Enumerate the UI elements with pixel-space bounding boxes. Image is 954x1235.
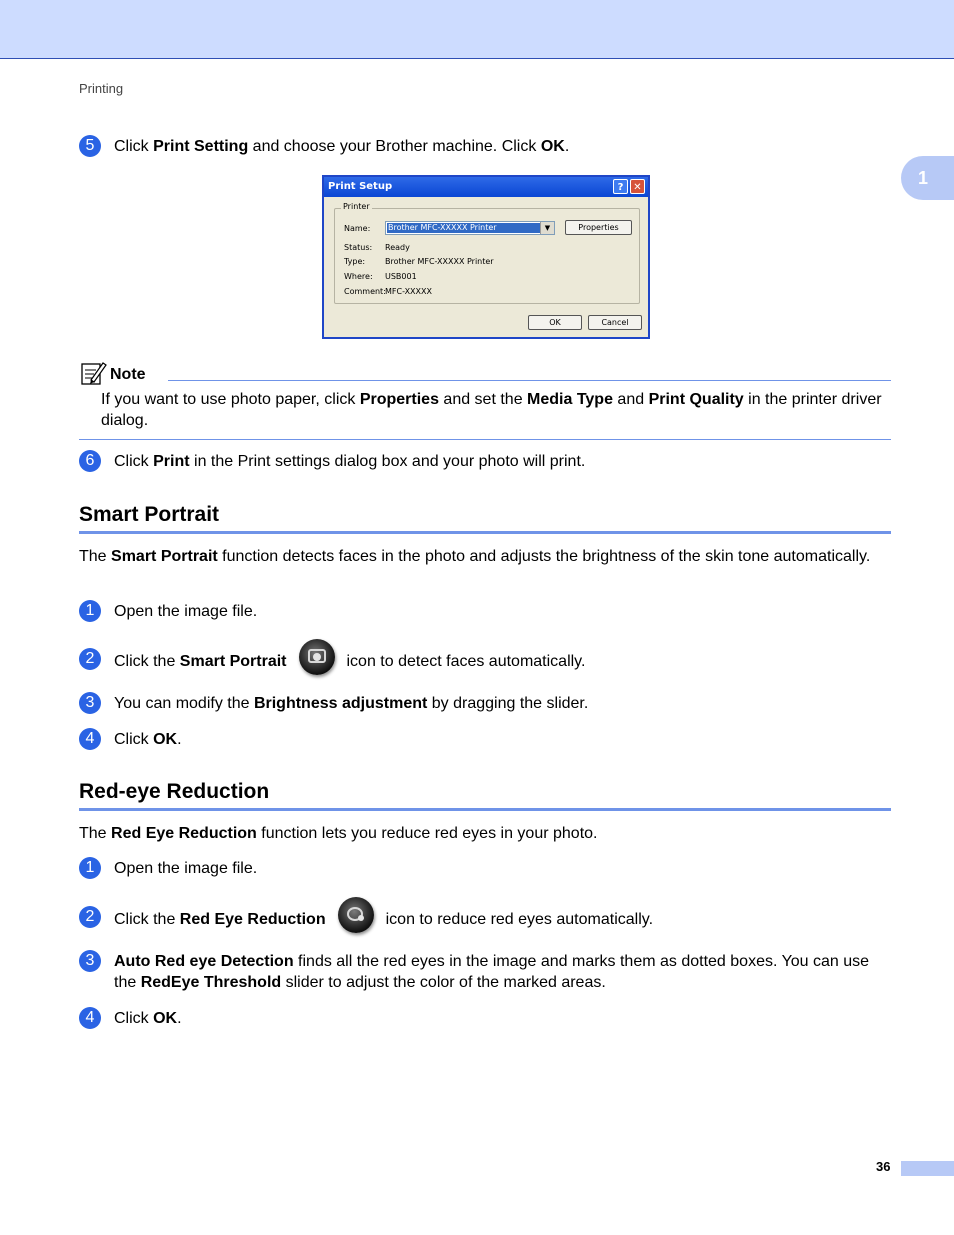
chapter-tab: [901, 156, 954, 200]
step-text: Click OK.: [114, 1010, 182, 1027]
smart-portrait-step-2: [79, 649, 891, 675]
step-text: Open the image file.: [114, 603, 258, 620]
step-number-badge: 6: [79, 450, 101, 472]
step-number-badge: 4: [79, 1007, 101, 1029]
smart-portrait-step-3: [79, 693, 891, 714]
red-eye-step-4: [79, 1008, 891, 1029]
step-text: Click the Red Eye Reduction icon to reduce red eyes automatically.: [114, 907, 653, 933]
step-text: Open the image file.: [114, 860, 258, 877]
section-title-red-eye-reduction: Red-eye Reduction: [79, 780, 270, 803]
note-heading: [81, 361, 146, 385]
type-row: Type: Brother MFC-XXXXX Printer: [344, 257, 494, 266]
printer-group-label: Printer: [343, 202, 370, 211]
red-eye-intro: The Red Eye Reduction function lets you reduce red eyes in your photo.: [79, 825, 598, 842]
chapter-number: 1: [918, 167, 929, 188]
printer-name-value: Brother MFC-XXXXX Printer: [387, 223, 540, 233]
note-divider-bottom: [79, 439, 891, 440]
step-text: You can modify the Brightness adjustment by dragging the slider.: [114, 695, 589, 712]
chevron-down-icon[interactable]: ▼: [540, 222, 554, 234]
red-eye-step-3: [79, 951, 891, 993]
note-pencil-icon: [81, 361, 107, 385]
step-text: Click Print Setting and choose your Brother machine. Click OK.: [114, 138, 570, 155]
section-title-smart-portrait: Smart Portrait: [79, 503, 220, 526]
step-print-setting: [79, 136, 891, 157]
help-icon[interactable]: ?: [613, 179, 628, 194]
note-label: Note: [110, 366, 146, 383]
smart-portrait-intro: The Smart Portrait function detects faces in the photo and adjusts the brightness of the skin tone automatically.: [79, 548, 871, 565]
step-number-badge: 4: [79, 728, 101, 750]
step-number-badge: 2: [79, 648, 101, 670]
header-band: [0, 0, 954, 59]
cancel-button[interactable]: Cancel: [588, 315, 642, 330]
note-divider-top: [168, 380, 891, 381]
step-number-badge: 2: [79, 906, 101, 928]
step-number-badge: 3: [79, 950, 101, 972]
red-eye-step-1: [79, 858, 891, 879]
red-eye-step-2: [79, 907, 891, 933]
running-title: Printing: [79, 81, 124, 96]
close-icon[interactable]: ✕: [630, 179, 645, 194]
comment-row: Comment:MFC-XXXXX: [344, 287, 432, 296]
properties-button[interactable]: Properties: [565, 220, 632, 235]
smart-portrait-icon: [299, 639, 335, 675]
section-rule: [79, 531, 891, 534]
step-text: Click OK.: [114, 731, 182, 748]
red-eye-reduction-icon: [338, 897, 374, 933]
step-text: Click Print in the Print settings dialog box and your photo will print.: [114, 453, 586, 470]
print-setup-dialog: [322, 175, 650, 339]
smart-portrait-step-4: [79, 729, 891, 750]
smart-portrait-step-1: [79, 601, 891, 622]
note-body: If you want to use photo paper, click Properties and set the Media Type and Print Quality in the printer driver dialog.: [101, 391, 882, 429]
printer-name-select[interactable]: [385, 221, 555, 235]
step-number-badge: 1: [79, 857, 101, 879]
section-rule: [79, 808, 891, 811]
step-number-badge: 1: [79, 600, 101, 622]
page-number: 36: [876, 1159, 891, 1174]
step-number-badge: 3: [79, 692, 101, 714]
step-number-badge: 5: [79, 135, 101, 157]
ok-button[interactable]: OK: [528, 315, 582, 330]
dialog-title-bar: [324, 177, 648, 197]
where-row: Where: USB001: [344, 272, 417, 281]
step-print: [79, 451, 891, 472]
footer-bar: [901, 1161, 954, 1176]
status-row: Status: Ready: [344, 243, 410, 252]
step-text: Click the Smart Portrait icon to detect faces automatically.: [114, 649, 585, 675]
name-row: Name:: [344, 224, 371, 233]
dialog-title: Print Setup: [328, 181, 393, 192]
step-text: Auto Red eye Detection finds all the red eyes in the image and marks them as dotted boxes. You can use the RedEye Threshold slider to adjust the color of the marked areas.: [114, 953, 870, 991]
printer-group: [334, 202, 640, 304]
